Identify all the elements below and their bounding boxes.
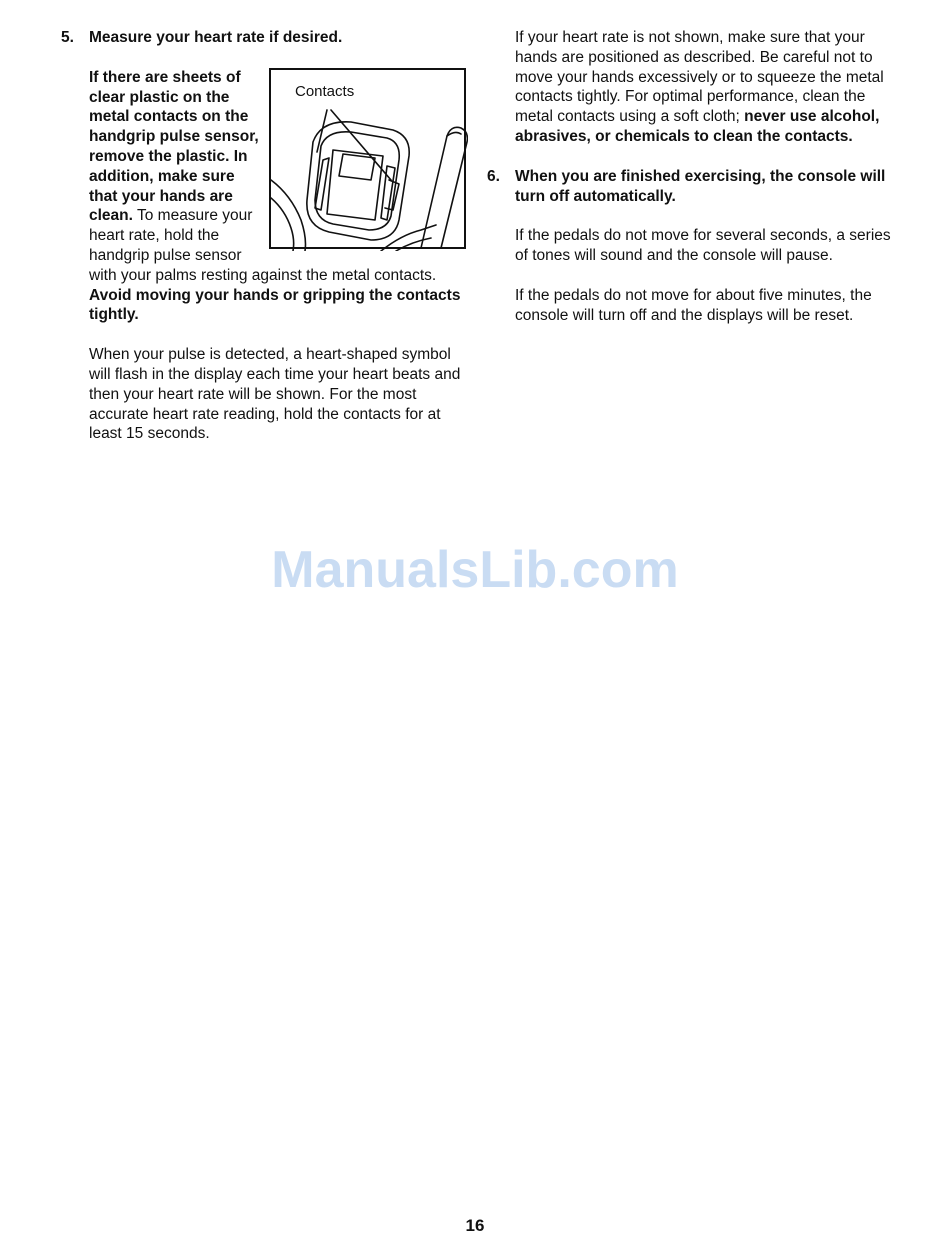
page-number: 16 <box>465 1216 485 1235</box>
figure-label: Contacts <box>295 82 355 100</box>
contacts-figure <box>269 68 466 249</box>
step-6-paragraph-2: If the pedals do not move for about five minutes, the console will turn off and the displays will be reset. <box>515 286 872 324</box>
instruction-text: To measure your heart rate, hold the handgrip pulse sensor with your palms resting against the metal contacts. <box>89 207 437 284</box>
step-number: 6. <box>487 167 500 185</box>
step-6-paragraph-1: If the pedals do not move for several seconds, a series of tones will sound and the console will pause. <box>515 227 891 265</box>
step-5-continued <box>487 28 892 147</box>
continued-paragraph <box>515 28 892 147</box>
watermark: ManualsLib.com <box>271 541 679 599</box>
bold-instruction: If there are sheets of clear plastic on the metal contacts on the handgrip pulse sensor, remove the plastic. In addition, make sure that your hands are clean. <box>89 68 259 225</box>
step-5 <box>61 28 466 444</box>
step-5-paragraph-2: When your pulse is detected, a heart-shaped symbol will flash in the display each time your heart beats and then your heart rate will be shown. For the most accurate heart rate reading, hold the contacts for at least 15 seconds. <box>89 346 461 443</box>
left-column <box>61 28 466 444</box>
step-body <box>89 28 466 444</box>
step-heading: When you are finished exercising, the console will turn off automatically. <box>515 167 886 205</box>
step-6 <box>487 167 892 326</box>
right-column <box>487 28 892 326</box>
cleaning-warning: never use alcohol, abrasives, or chemicals to clean the contacts. <box>515 108 880 145</box>
step-body <box>515 167 892 326</box>
continued-text: If your heart rate is not shown, make sure that your hands are positioned as described. Be careful not to move your hands excessively or to squeeze the metal contacts tightly. For optimal performance, clean the metal contacts using a soft cloth; <box>515 29 884 126</box>
step-heading: Measure your heart rate if desired. <box>89 29 343 46</box>
step-number: 5. <box>61 29 74 46</box>
bold-warning: Avoid moving your hands or gripping the contacts tightly. <box>89 286 461 324</box>
